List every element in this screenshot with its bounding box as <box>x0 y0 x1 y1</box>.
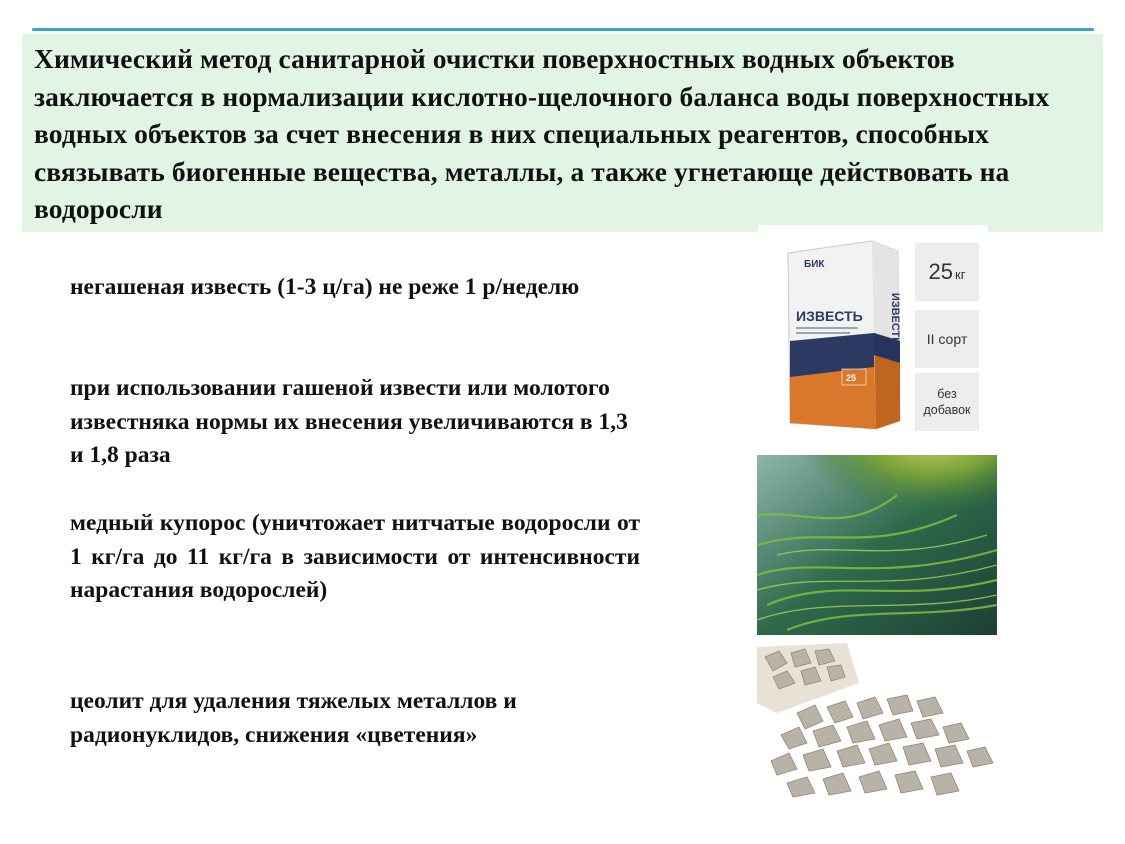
bag-weight: 25 <box>846 373 857 383</box>
tile-weight-value: 25 <box>928 259 954 284</box>
bullet-slaked-lime: при использовании гашеной извести или молотого известняка нормы их внесения увеличиваются в 1,3 и 1,8 раза <box>70 375 628 468</box>
tile-grade <box>915 310 979 368</box>
lime-bag-image <box>780 237 904 431</box>
bullet-quicklime: негашеная известь (1-3 ц/га) не реже 1 р/неделю <box>70 274 580 300</box>
algae-photo <box>757 455 997 635</box>
tile-weight <box>915 243 979 301</box>
top-accent-rule <box>32 28 1094 31</box>
bullet-zeolite: цеолит для удаления тяжелых металлов и радионуклидов, снижения «цветения» <box>70 688 517 748</box>
tile-additives-text: без добавок <box>923 387 971 417</box>
tile-grade-text: II сорт <box>926 331 968 347</box>
bag-side-name: ИЗВЕСТЬ <box>889 292 901 346</box>
zeolite-photo <box>757 643 1007 811</box>
header-block <box>22 34 1103 232</box>
bullet-copper-sulfate: медный купорос (уничтожает нитчатые водоросли от 1 кг/га до 11 кг/га в зависимости от интенсивности нарастания водорослей) <box>70 510 640 603</box>
bag-brand: БИК <box>804 259 825 270</box>
tile-weight-unit: кг <box>955 266 966 282</box>
tile-additives <box>915 373 979 431</box>
lime-product-panel <box>758 225 988 437</box>
bag-product-name: ИЗВЕСТЬ <box>796 308 863 324</box>
header-text: Химический метод санитарной очистки поверхностных водных объектов заключается в нормализации кислотно-щелочного баланса воды поверхностных водных объектов за счет внесения в них специальных реагентов, способных связывать биогенные вещества, металлы, а также угнетающе действовать на водоросли <box>34 43 1050 224</box>
